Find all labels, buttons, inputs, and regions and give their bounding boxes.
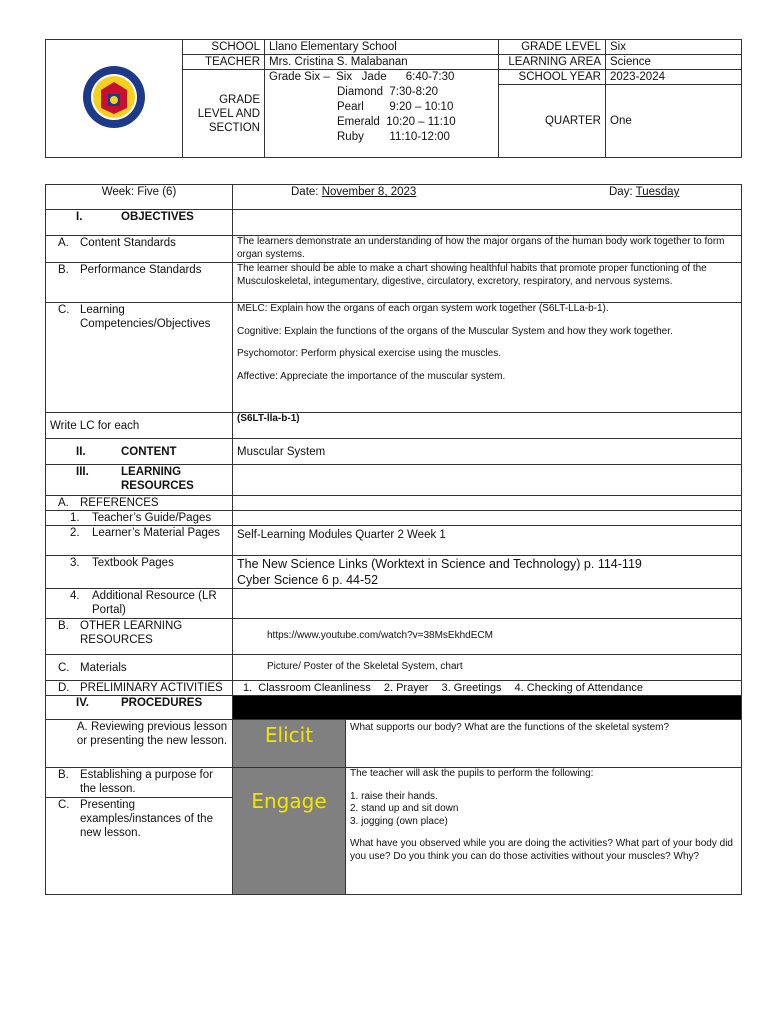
objectives-number: I.: [76, 211, 83, 223]
preliminary-label: [46, 681, 233, 696]
procedures-number: IV.: [76, 697, 90, 709]
materials-text-label: Materials: [80, 661, 127, 674]
purpose-number: B.: [58, 769, 69, 781]
date-value: November 8, 2023: [321, 186, 417, 198]
resources-value: [233, 465, 742, 496]
elicit-phase: Elicit: [233, 720, 346, 768]
grade-level-label: GRADE LEVEL: [499, 40, 606, 55]
quarter-value: One: [606, 85, 742, 158]
engage-question: What have you observed while you are doing the activities? What part of your body did you use? Do you think you can do those activities without your muscles? Why?: [350, 838, 733, 862]
section-pearl: Pearl 9:20 – 10:10: [337, 101, 454, 113]
content-standards-number: A.: [58, 237, 69, 249]
lc-code-value: (S6LT-lla-b-1): [233, 413, 742, 439]
objectives-value: [233, 210, 742, 236]
school-label: SCHOOL: [183, 40, 265, 55]
deped-seal-logo: [81, 64, 147, 130]
grade-label-line: GRADE: [219, 93, 260, 106]
day-group: [609, 185, 679, 199]
learning-area-value: Science: [606, 55, 742, 70]
references-value: [233, 496, 742, 511]
date-day-cell: [233, 185, 742, 210]
grade-level-value: Six: [606, 40, 742, 55]
content-heading: [46, 439, 233, 465]
prelim-item-cleanliness: 1. Classroom Cleanliness: [243, 682, 371, 694]
affective-text: Affective: Appreciate the importance of the muscular system.: [237, 370, 506, 382]
content-standards-label: [46, 236, 233, 263]
teachers-guide-number: 1.: [70, 512, 80, 524]
youtube-link[interactable]: https://www.youtube.com/watch?v=38MsEkhdECM: [233, 619, 742, 655]
review-text: Reviewing previous lesson or presenting the new lesson.: [76, 721, 228, 747]
logo-cell: [46, 40, 183, 158]
elicit-text: What supports our body? What are the functions of the skeletal system?: [346, 720, 742, 768]
resources-heading: [46, 465, 233, 496]
date-group: [291, 185, 416, 199]
teachers-guide-value: [233, 511, 742, 526]
header-table: [45, 39, 742, 158]
review-number: A.: [76, 721, 88, 733]
engage-intro: The teacher will ask the pupils to perform the following:: [350, 768, 594, 779]
additional-resource-text-label: Additional Resource (LR Portal): [92, 590, 217, 616]
prelim-item-prayer: 2. Prayer: [383, 682, 429, 694]
other-resources-text-label: OTHER LEARNING RESOURCES: [80, 620, 183, 646]
references-text-label: REFERENCES: [80, 497, 159, 509]
references-label: [46, 496, 233, 511]
learners-material-number: 2.: [70, 527, 80, 539]
examples-text: Presenting examples/instances of the new lesson.: [80, 799, 213, 839]
week-cell: Week: Five (6): [46, 185, 233, 210]
performance-standards-value: The learner should be able to make a chart showing healthful habits that promote proper functioning of the Musculoskeletal, integumentary, digestive, circulatory, excretory, respiratory, and nervous systems.: [233, 263, 742, 303]
performance-standards-number: B.: [58, 264, 69, 276]
other-resources-label: [46, 619, 233, 655]
lesson-plan-table: [45, 184, 742, 895]
preliminary-number: D.: [58, 682, 70, 694]
teachers-guide-text-label: Teacher’s Guide/Pages: [92, 512, 212, 524]
prelim-item-greetings: 3. Greetings: [441, 682, 502, 694]
materials-label: [46, 655, 233, 681]
textbook-line-2: Cyber Science 6 p. 44-52: [237, 573, 379, 587]
competencies-value: [233, 303, 742, 413]
content-number: II.: [76, 445, 86, 458]
textbook-pages-text-label: Textbook Pages: [92, 557, 174, 569]
teacher-value: Mrs. Cristina S. Malabanan: [265, 55, 499, 70]
textbook-pages-label: [46, 556, 233, 589]
textbook-line-1: The New Science Links (Worktext in Science and Technology) p. 114-119: [237, 557, 642, 571]
content-label: CONTENT: [121, 445, 177, 458]
textbook-pages-value: [233, 556, 742, 589]
cognitive-text: Cognitive: Explain the functions of the organs of the Muscular System and how they work together.: [237, 325, 673, 337]
performance-standards-label: [46, 263, 233, 303]
date-label: Date:: [291, 186, 322, 198]
learners-material-value: Self-Learning Modules Quarter 2 Week 1: [233, 526, 742, 556]
grade-section-label: [183, 70, 265, 158]
preliminary-value: [233, 681, 742, 696]
psychomotor-text: Psychomotor: Perform physical exercise using the muscles.: [237, 348, 501, 359]
learners-material-text-label: Learner’s Material Pages: [92, 527, 221, 539]
section-diamond: Diamond 7:30-8:20: [337, 86, 439, 98]
engage-item-3: 3. jogging (own place): [350, 815, 448, 827]
school-year-label: SCHOOL YEAR: [499, 70, 606, 85]
materials-number: C.: [58, 661, 70, 674]
section-label-line: SECTION: [208, 121, 260, 134]
references-number: A.: [58, 497, 69, 509]
purpose-text: Establishing a purpose for the lesson.: [80, 769, 213, 795]
prelim-item-attendance: 4. Checking of Attendance: [514, 682, 643, 694]
school-year-value: 2023-2024: [606, 70, 742, 85]
procedures-label: PROCEDURES: [121, 697, 203, 709]
learners-material-label: [46, 526, 233, 556]
objectives-label: OBJECTIVES: [121, 211, 194, 223]
section-jade: Grade Six – Six Jade 6:40-7:30: [269, 71, 455, 83]
performance-standards-text-label: Performance Standards: [80, 264, 202, 276]
resources-number: III.: [76, 466, 89, 478]
objectives-heading: [46, 210, 233, 236]
teachers-guide-label: [46, 511, 233, 526]
materials-value: Picture/ Poster of the Skeletal System, chart: [233, 655, 742, 681]
textbook-pages-number: 3.: [70, 557, 80, 569]
section-ruby: Ruby 11:10-12:00: [337, 131, 450, 143]
additional-resource-label: [46, 589, 233, 619]
examples-label: [46, 798, 233, 895]
examples-number: C.: [58, 799, 70, 811]
review-lesson-label: [46, 720, 233, 768]
content-standards-value: The learners demonstrate an understanding of how the major organs of the human body work together to form organ systems.: [233, 236, 742, 263]
competencies-number: C.: [58, 304, 70, 316]
content-value: Muscular System: [233, 439, 742, 465]
day-label: Day:: [609, 186, 636, 198]
learning-area-label: LEARNING AREA: [499, 55, 606, 70]
sections-schedule: [265, 70, 499, 158]
purpose-label: [46, 768, 233, 798]
competencies-text-label: Learning Competencies/Objectives: [80, 304, 211, 330]
other-resources-number: B.: [58, 620, 69, 632]
additional-resource-number: 4.: [70, 590, 80, 602]
level-label-line: LEVEL AND: [197, 107, 260, 120]
procedures-heading: [46, 696, 233, 720]
additional-resource-value: [233, 589, 742, 619]
procedures-bar: [233, 696, 742, 720]
competencies-label: [46, 303, 233, 413]
engage-item-1: 1. raise their hands.: [350, 790, 438, 802]
school-value: Llano Elementary School: [265, 40, 499, 55]
preliminary-text-label: PRELIMINARY ACTIVITIES: [80, 682, 223, 694]
melc-text: MELC: Explain how the organs of each organ system work together (S6LT-LLa-b-1).: [237, 303, 609, 314]
section-emerald: Emerald 10:20 – 11:10: [337, 116, 456, 128]
resources-label: LEARNING RESOURCES: [121, 466, 194, 492]
day-value: Tuesday: [635, 186, 680, 198]
write-lc-label: Write LC for each: [46, 413, 233, 439]
engage-text: [346, 768, 742, 895]
engage-phase: Engage: [233, 768, 346, 895]
content-standards-text-label: Content Standards: [80, 237, 176, 249]
teacher-label: TEACHER: [183, 55, 265, 70]
engage-item-2: 2. stand up and sit down: [350, 803, 459, 814]
quarter-label: QUARTER: [499, 85, 606, 158]
